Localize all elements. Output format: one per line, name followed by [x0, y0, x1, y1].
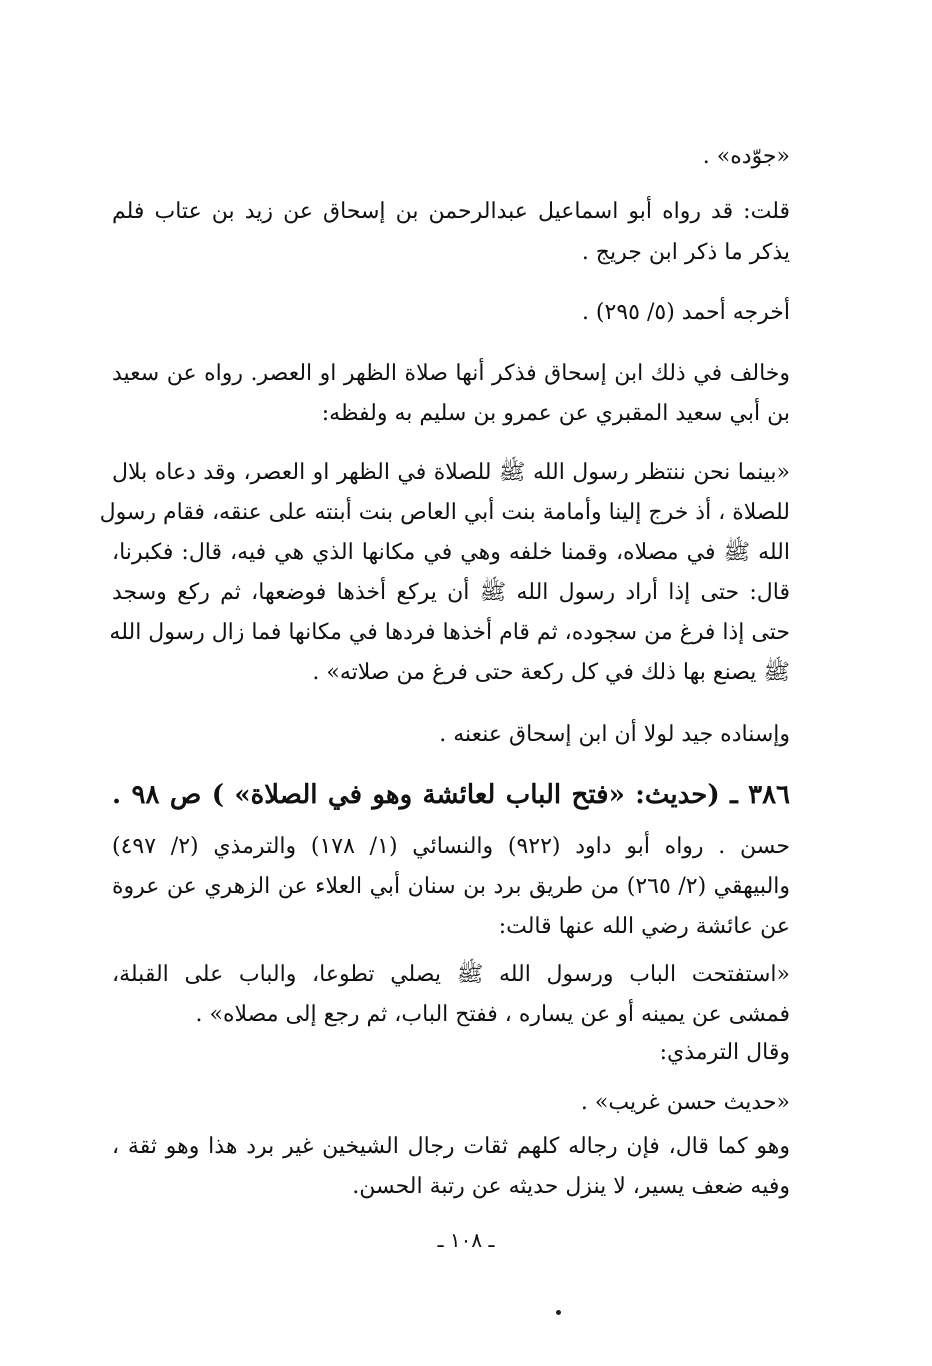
- hadith-heading: ٣٨٦ ـ (حديث: «فتح الباب لعائشة وهو في الصلاة» ) ص ٩٨ .: [112, 780, 791, 810]
- text-line: حتى إذا فرغ من سجوده، ثم قام أخذها فردها في مكانها فما زال رسول الله: [109, 620, 790, 645]
- text-line: «بينما نحن ننتظر رسول الله ﷺ للصلاة في الظهر او العصر، وقد دعاه بلال: [112, 460, 790, 485]
- text-line: وقال الترمذي:: [659, 1040, 790, 1065]
- text-line: وإسناده جيد لولا أن ابن إسحاق عنعنه .: [439, 722, 790, 747]
- text-line: الله ﷺ في مصلاه، وقمنا خلفه وهي في مكانها الذي هي فيه، قال: فكبرنا،: [112, 540, 790, 565]
- text-line: وهو كما قال، فإن رجاله كلهم ثقات رجال الشيخين غير برد هذا وهو ثقة ،: [112, 1134, 790, 1159]
- stray-dot: [556, 1310, 561, 1315]
- text-line: للصلاة ، أذ خرج إلينا وأمامة بنت أبي العاص بنت أبنته على عنقه، فقام رسول: [99, 500, 790, 525]
- text-line: بن أبي سعيد المقبري عن عمرو بن سليم به ولفظه:: [321, 401, 790, 426]
- text-line: يذكر ما ذكر ابن جريج .: [581, 240, 790, 265]
- text-line: وفيه ضعف يسير، لا ينزل حديثه عن رتبة الحسن.: [352, 1174, 790, 1199]
- text-line: أخرجه أحمد (٥/ ٢٩٥) .: [581, 300, 790, 325]
- text-line: عن عائشة رضي الله عنها قالت:: [498, 914, 790, 939]
- page-number: ـ ١٠٨ ـ: [437, 1228, 495, 1252]
- text-line: فمشى عن يمينه أو عن يساره ، ففتح الباب، ثم رجع إلى مصلاه» .: [195, 1002, 790, 1027]
- text-line: والبيهقي (٢/ ٢٦٥) من طريق برد بن سنان أبي العلاء عن الزهري عن عروة: [112, 874, 791, 899]
- text-line: «جوّده» .: [702, 144, 790, 169]
- text-line: «استفتحت الباب ورسول الله ﷺ يصلي تطوعا، والباب على القبلة،: [112, 962, 790, 987]
- text-line: قلت: قد رواه أبو اسماعيل عبدالرحمن بن إسحاق عن زيد بن عتاب فلم: [112, 199, 790, 224]
- text-line: حسن . رواه أبو داود (٩٢٢) والنسائي (١/ ١٧٨) والترمذي (٢/ ٤٩٧): [112, 834, 791, 859]
- text-line: وخالف في ذلك ابن إسحاق فذكر أنها صلاة الظهر او العصر. رواه عن سعيد: [112, 361, 790, 386]
- text-line: ﷺ يصنع بها ذلك في كل ركعة حتى فرغ من صلاته» .: [312, 660, 790, 685]
- text-line: «حديث حسن غريب» .: [580, 1090, 790, 1115]
- text-line: قال: حتى إذا أراد رسول الله ﷺ أن يركع أخذها فوضعها، ثم ركع وسجد: [112, 580, 790, 605]
